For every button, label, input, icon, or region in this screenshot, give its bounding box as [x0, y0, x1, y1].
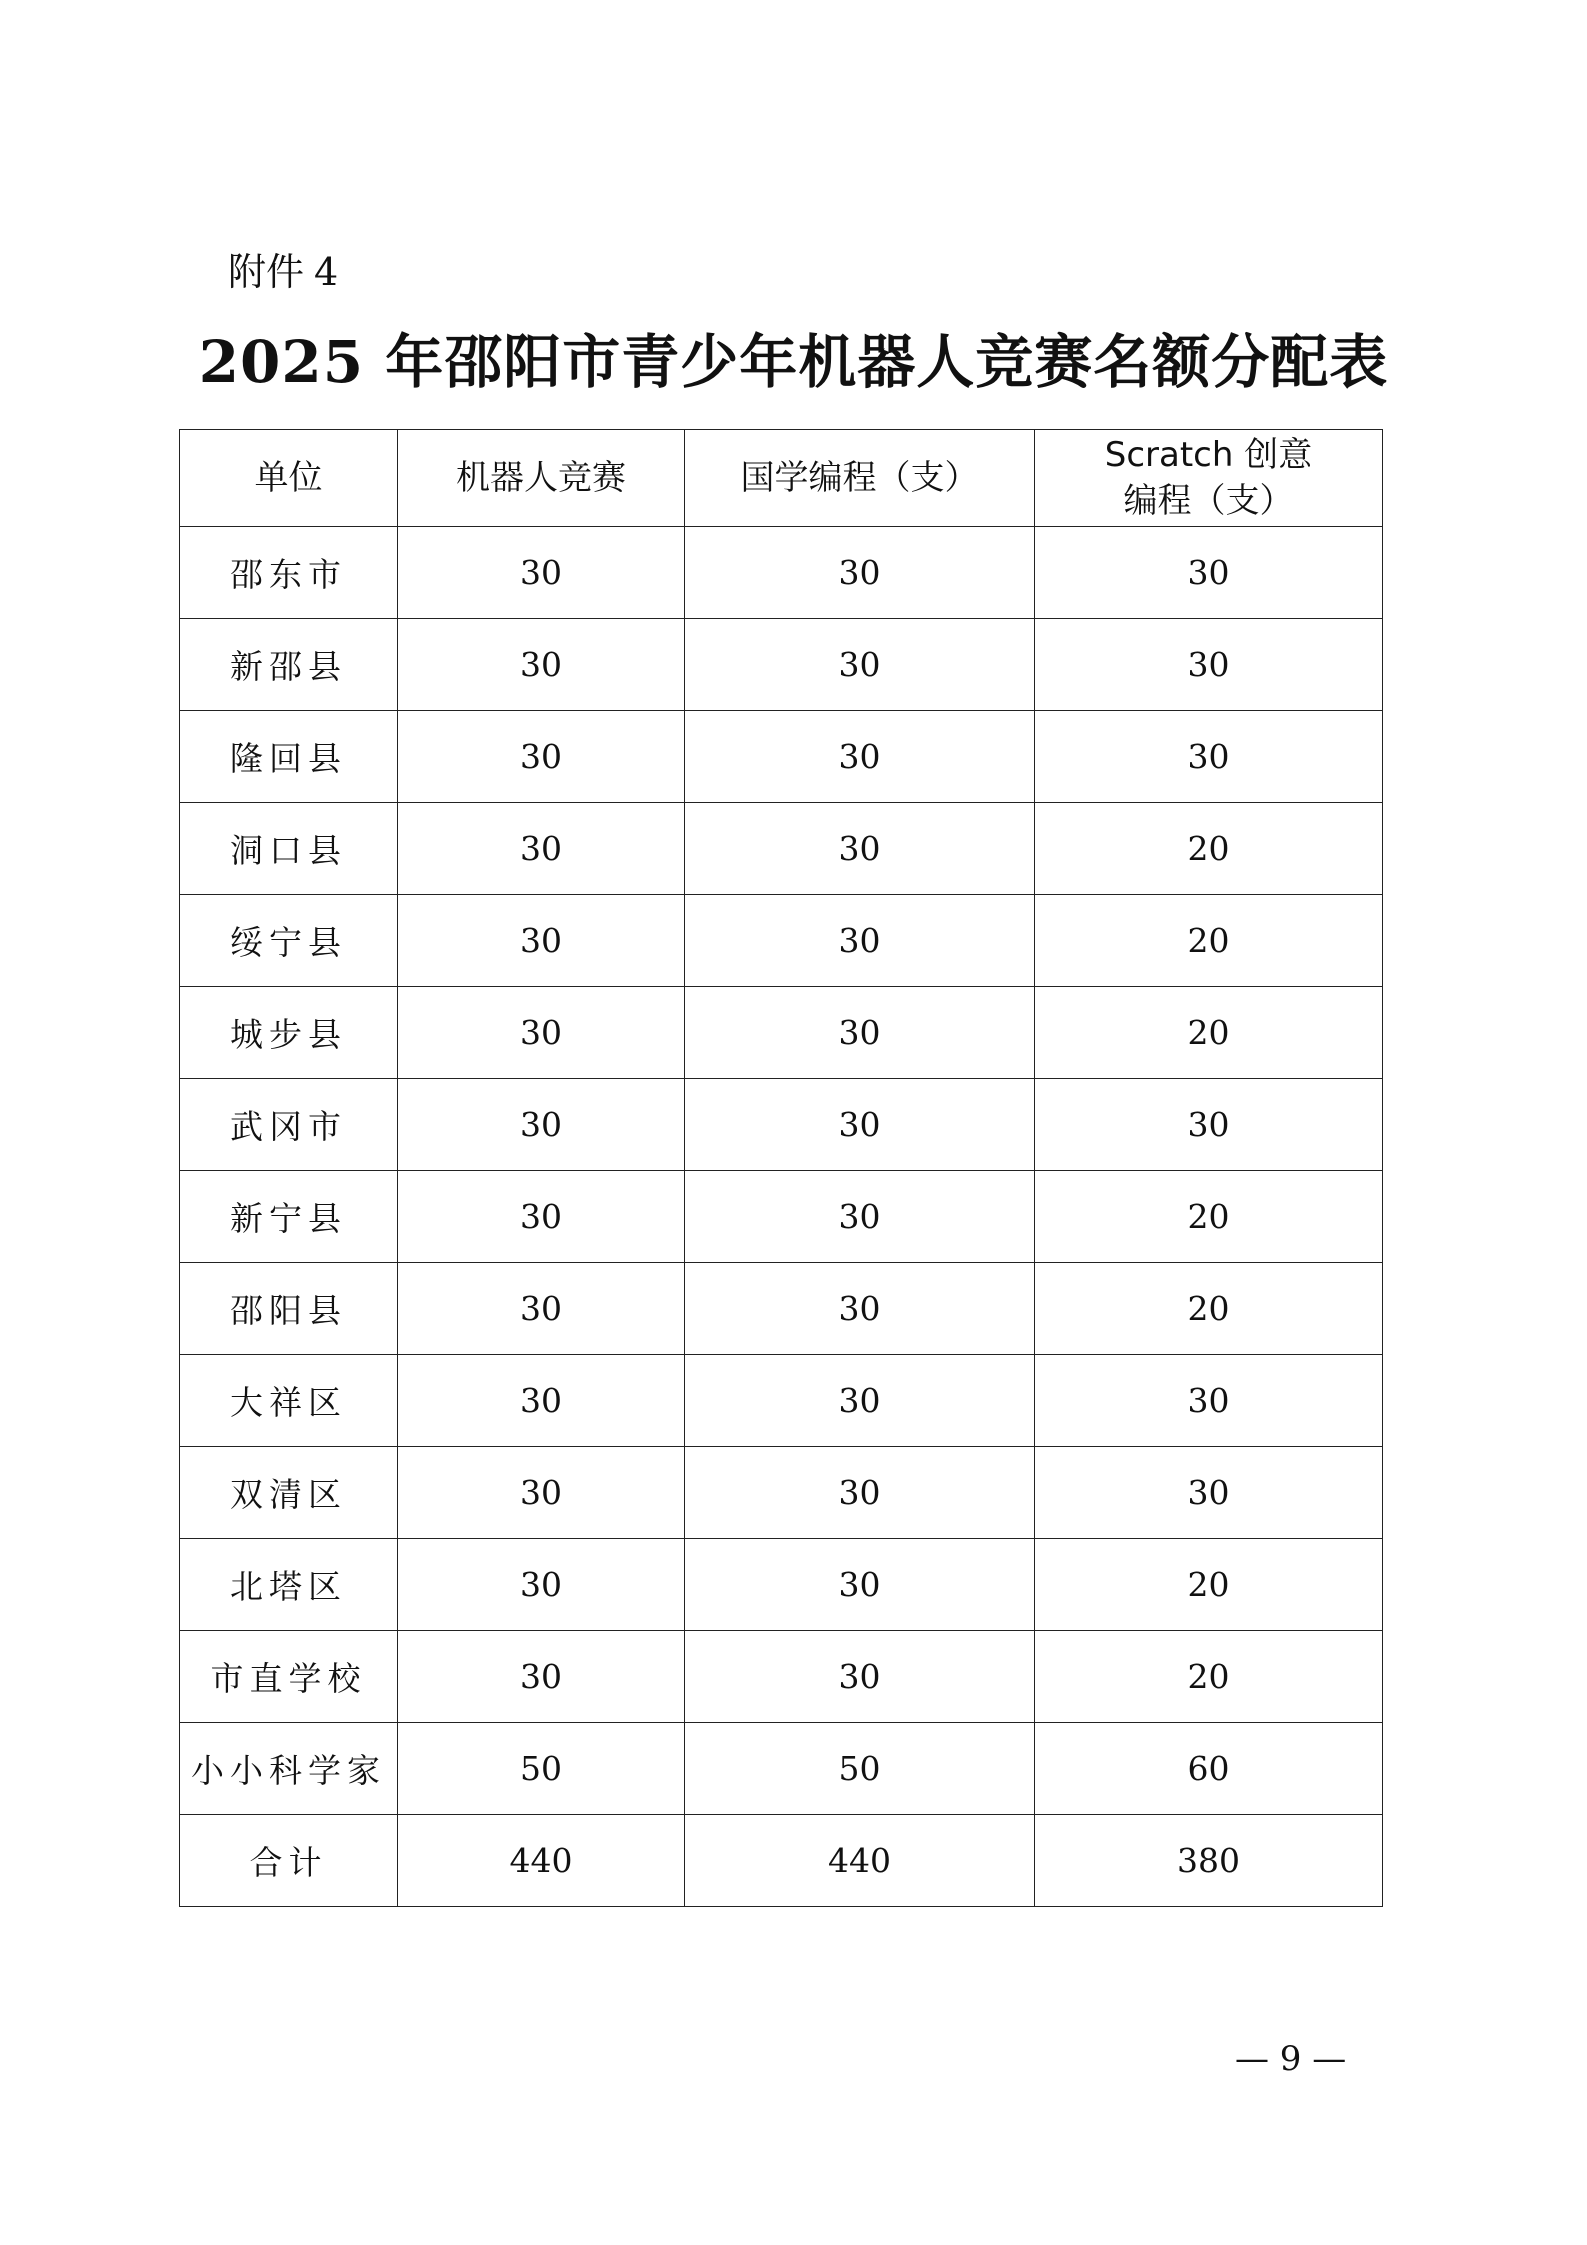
- cell-unit: 市直学校: [180, 1631, 398, 1723]
- cell-unit: 邵阳县: [180, 1263, 398, 1355]
- cell-guoxue: 30: [685, 1263, 1035, 1355]
- cell-unit: 合计: [180, 1815, 398, 1907]
- cell-guoxue: 30: [685, 1447, 1035, 1539]
- cell-unit: 城步县: [180, 987, 398, 1079]
- cell-robot: 30: [398, 803, 685, 895]
- table-row: [180, 1079, 1383, 1171]
- header-scratch: [1035, 430, 1383, 527]
- cell-unit: 洞口县: [180, 803, 398, 895]
- cell-robot: 50: [398, 1723, 685, 1815]
- cell-guoxue: 30: [685, 527, 1035, 619]
- cell-scratch: 380: [1035, 1815, 1383, 1907]
- cell-robot: 30: [398, 711, 685, 803]
- table-row: [180, 1631, 1383, 1723]
- cell-scratch: 20: [1035, 1631, 1383, 1723]
- cell-guoxue: 440: [685, 1815, 1035, 1907]
- cell-scratch: 60: [1035, 1723, 1383, 1815]
- header-scratch-line2: 编程（支）: [1123, 481, 1294, 521]
- header-unit: 单位: [180, 430, 398, 527]
- table-row: [180, 1355, 1383, 1447]
- cell-robot: 30: [398, 987, 685, 1079]
- table-row: [180, 803, 1383, 895]
- page-title: 2025 年邵阳市青少年机器人竞赛名额分配表: [198, 328, 1389, 396]
- cell-guoxue: 30: [685, 1079, 1035, 1171]
- cell-robot: 30: [398, 527, 685, 619]
- cell-robot: 30: [398, 1539, 685, 1631]
- table-body: [180, 527, 1383, 1907]
- table-row: [180, 895, 1383, 987]
- cell-robot: 30: [398, 1171, 685, 1263]
- cell-robot: 30: [398, 1447, 685, 1539]
- cell-guoxue: 30: [685, 619, 1035, 711]
- header-guoxue: 国学编程（支）: [685, 430, 1035, 527]
- cell-unit: 小小科学家: [180, 1723, 398, 1815]
- cell-scratch: 30: [1035, 1447, 1383, 1539]
- table-header-row: [180, 430, 1383, 527]
- cell-unit: 新宁县: [180, 1171, 398, 1263]
- cell-robot: 30: [398, 1631, 685, 1723]
- cell-unit: 绥宁县: [180, 895, 398, 987]
- quota-table: [179, 429, 1383, 1907]
- cell-guoxue: 30: [685, 803, 1035, 895]
- table-row: [180, 619, 1383, 711]
- attachment-text: 附件: [228, 250, 305, 294]
- cell-unit: 武冈市: [180, 1079, 398, 1171]
- table-row: [180, 1815, 1383, 1907]
- cell-scratch: 20: [1035, 987, 1383, 1079]
- cell-unit: 双清区: [180, 1447, 398, 1539]
- cell-guoxue: 30: [685, 1355, 1035, 1447]
- cell-unit: 北塔区: [180, 1539, 398, 1631]
- cell-scratch: 30: [1035, 1355, 1383, 1447]
- table-row: [180, 1539, 1383, 1631]
- cell-guoxue: 30: [685, 711, 1035, 803]
- attachment-label: [228, 242, 338, 302]
- cell-unit: 新邵县: [180, 619, 398, 711]
- cell-guoxue: 30: [685, 1171, 1035, 1263]
- cell-scratch: 20: [1035, 1171, 1383, 1263]
- table-row: [180, 1263, 1383, 1355]
- cell-robot: 30: [398, 619, 685, 711]
- cell-scratch: 20: [1035, 803, 1383, 895]
- cell-unit: 大祥区: [180, 1355, 398, 1447]
- cell-guoxue: 30: [685, 895, 1035, 987]
- table-row: [180, 711, 1383, 803]
- cell-guoxue: 50: [685, 1723, 1035, 1815]
- cell-scratch: 20: [1035, 895, 1383, 987]
- cell-scratch: 20: [1035, 1263, 1383, 1355]
- table-row: [180, 1171, 1383, 1263]
- table-row: [180, 1723, 1383, 1815]
- cell-guoxue: 30: [685, 987, 1035, 1079]
- table-row: [180, 527, 1383, 619]
- cell-scratch: 30: [1035, 527, 1383, 619]
- cell-unit: 隆回县: [180, 711, 398, 803]
- attachment-number: 4: [314, 250, 339, 294]
- cell-guoxue: 30: [685, 1539, 1035, 1631]
- header-scratch-line1: Scratch 创意: [1104, 435, 1313, 475]
- cell-guoxue: 30: [685, 1631, 1035, 1723]
- table-row: [180, 1447, 1383, 1539]
- cell-robot: 30: [398, 1355, 685, 1447]
- table-row: [180, 987, 1383, 1079]
- cell-robot: 30: [398, 895, 685, 987]
- cell-robot: 30: [398, 1079, 685, 1171]
- cell-scratch: 20: [1035, 1539, 1383, 1631]
- page-number: — 9 —: [1235, 2039, 1347, 2079]
- cell-robot: 30: [398, 1263, 685, 1355]
- cell-robot: 440: [398, 1815, 685, 1907]
- cell-unit: 邵东市: [180, 527, 398, 619]
- cell-scratch: 30: [1035, 1079, 1383, 1171]
- header-robot: 机器人竞赛: [398, 430, 685, 527]
- cell-scratch: 30: [1035, 619, 1383, 711]
- cell-scratch: 30: [1035, 711, 1383, 803]
